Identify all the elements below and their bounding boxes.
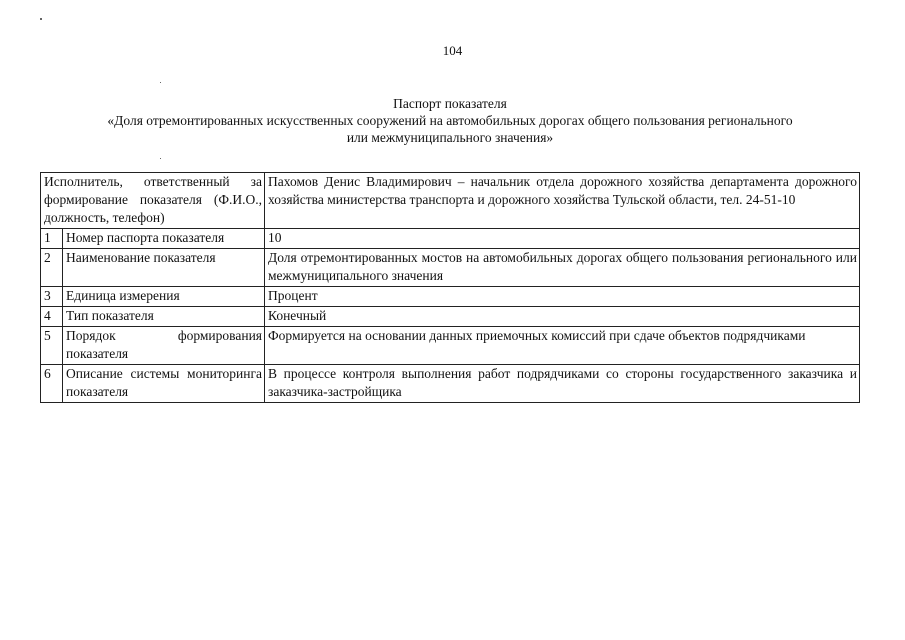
row-label: Описание системы мониторинга показателя: [63, 365, 265, 403]
indicator-passport-table: [40, 172, 860, 403]
title-line: или межмуниципального значения»: [346, 130, 554, 145]
row-value: Конечный: [265, 307, 860, 327]
row-number: 2: [41, 249, 63, 287]
title-line: Паспорт показателя: [393, 96, 507, 111]
scan-speck: [40, 18, 42, 20]
table-row: [41, 307, 860, 327]
row-value: Формируется на основании данных приемочных комиссий при сдаче объектов подрядчиками: [265, 327, 860, 365]
row-value: 10: [265, 229, 860, 249]
row-label: Единица измерения: [63, 287, 265, 307]
table-row: [41, 173, 860, 229]
row-label: Тип показателя: [63, 307, 265, 327]
document-title: [40, 95, 860, 146]
executor-label: Исполнитель, ответственный за формирование показателя (Ф.И.О., должность, телефон): [41, 173, 265, 229]
row-label: Номер паспорта показателя: [63, 229, 265, 249]
row-value: Процент: [265, 287, 860, 307]
row-value: В процессе контроля выполнения работ подрядчиками со стороны государственного заказчика и заказчика-застройщика: [265, 365, 860, 403]
row-number: 1: [41, 229, 63, 249]
table-row: [41, 287, 860, 307]
row-number: 3: [41, 287, 63, 307]
table-row: [41, 365, 860, 403]
table-row: [41, 229, 860, 249]
row-number: 6: [41, 365, 63, 403]
scan-speck: [160, 82, 161, 83]
title-line: «Доля отремонтированных искусственных сооружений на автомобильных дорогах общего пользования регионального: [107, 113, 793, 128]
table-row: [41, 249, 860, 287]
page-number: 104: [442, 43, 463, 58]
executor-value: Пахомов Денис Владимирович – начальник отдела дорожного хозяйства департамента дорожного хозяйства министерства транспорта и дорожного хозяйства Тульской области, тел. 24-51-10: [265, 173, 860, 229]
row-label: Порядок формирования показателя: [63, 327, 265, 365]
row-number: 5: [41, 327, 63, 365]
row-number: 4: [41, 307, 63, 327]
row-value: Доля отремонтированных мостов на автомобильных дорогах общего пользования регионального или межмуниципального значения: [265, 249, 860, 287]
scan-speck: [160, 158, 161, 159]
row-label: Наименование показателя: [63, 249, 265, 287]
table-row: [41, 327, 860, 365]
